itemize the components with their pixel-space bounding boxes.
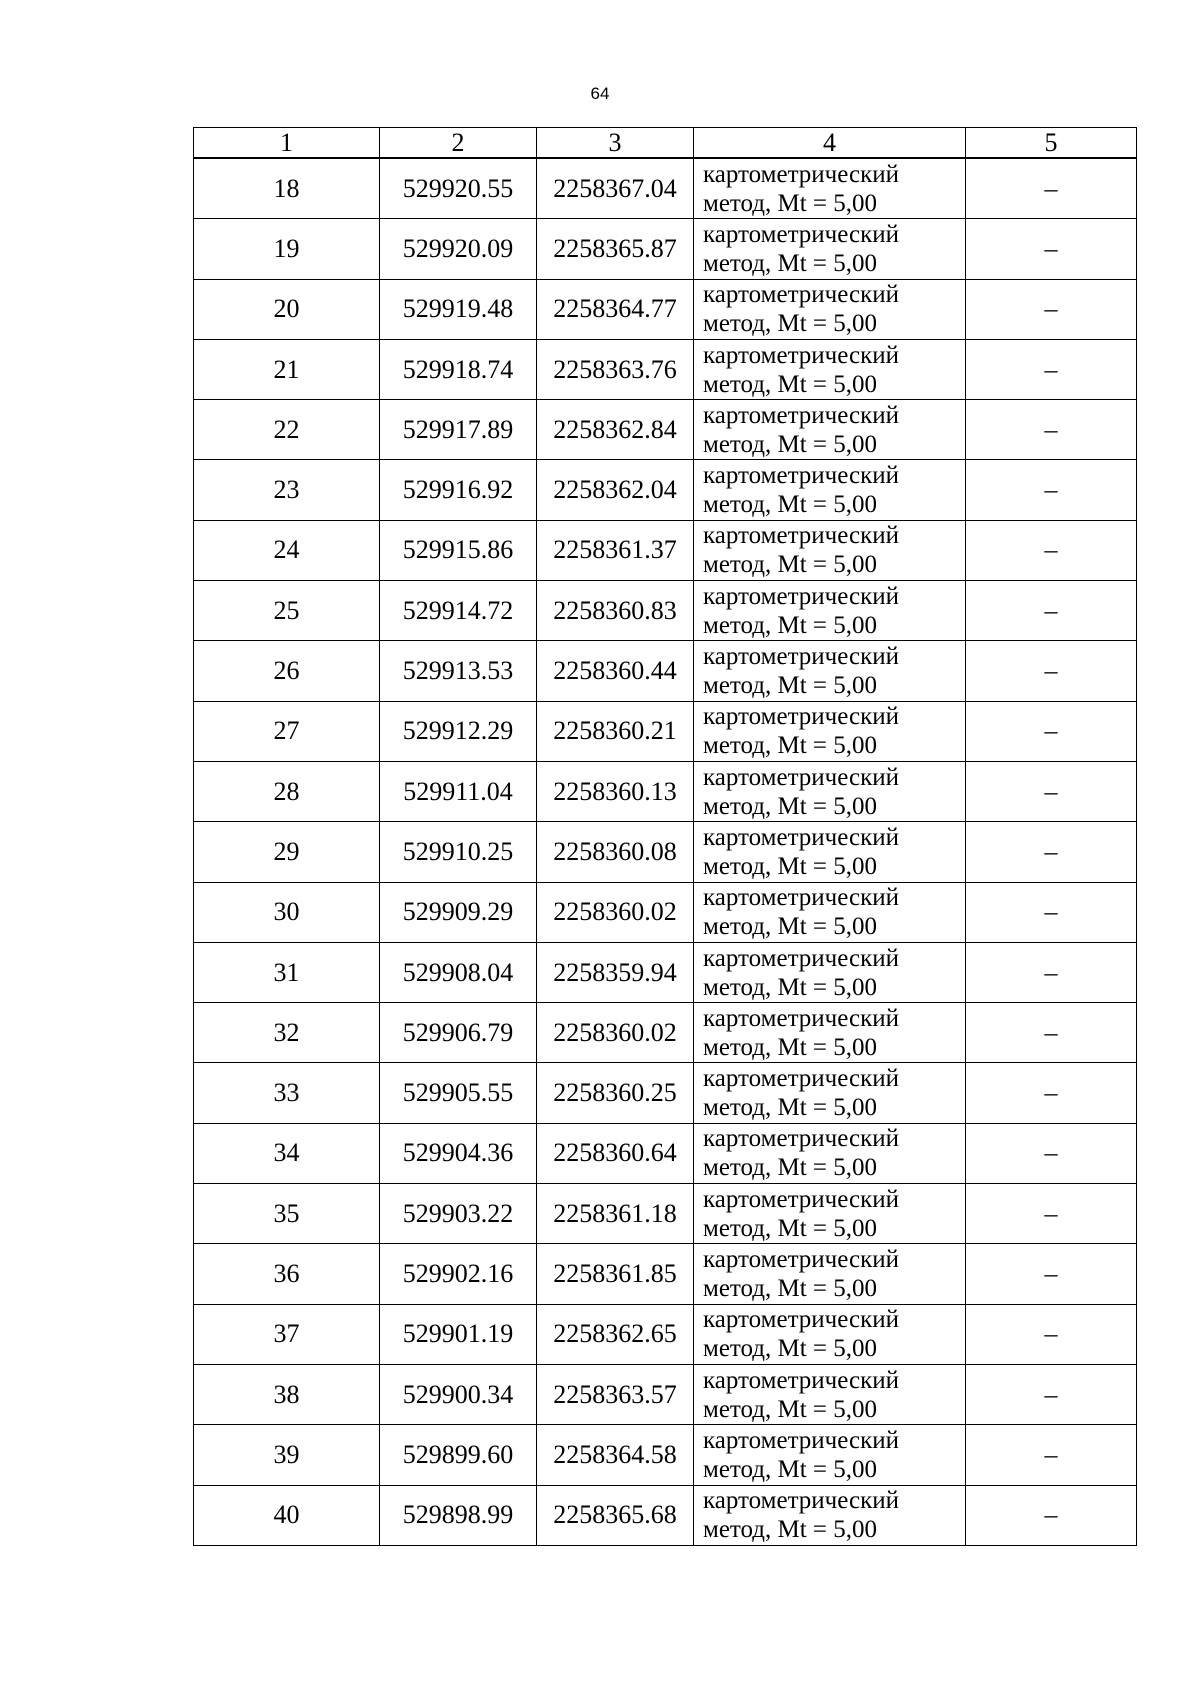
- y-coordinate-cell: 2258364.58: [537, 1425, 694, 1485]
- x-coordinate-cell: 529914.72: [380, 581, 537, 641]
- method-cell: [694, 581, 966, 641]
- table-row: [194, 942, 1137, 1002]
- method-accuracy: метод, Mt = 5,00: [703, 1094, 878, 1122]
- note-cell: –: [966, 822, 1137, 882]
- method-accuracy: метод, Mt = 5,00: [703, 1395, 878, 1423]
- method-accuracy: метод, Mt = 5,00: [703, 1214, 878, 1242]
- method-accuracy: метод, Mt = 5,00: [703, 611, 878, 639]
- y-coordinate-cell: 2258367.04: [537, 158, 694, 219]
- table-row: [194, 219, 1137, 279]
- point-number-cell: 20: [194, 279, 380, 339]
- method-name: картометрический: [703, 1004, 899, 1032]
- method-accuracy: метод, Mt = 5,00: [703, 1455, 878, 1483]
- method-accuracy: метод, Mt = 5,00: [703, 852, 878, 880]
- method-cell: [694, 761, 966, 821]
- method-accuracy: метод, Mt = 5,00: [703, 672, 878, 700]
- x-coordinate-cell: 529899.60: [380, 1425, 537, 1485]
- note-cell: –: [966, 761, 1137, 821]
- point-number-cell: 36: [194, 1244, 380, 1304]
- y-coordinate-cell: 2258360.83: [537, 581, 694, 641]
- note-cell: –: [966, 1304, 1137, 1364]
- method-cell: [694, 520, 966, 580]
- table-row: [194, 1485, 1137, 1545]
- table-row: [194, 581, 1137, 641]
- note-cell: –: [966, 1003, 1137, 1063]
- note-cell: –: [966, 942, 1137, 1002]
- y-coordinate-cell: 2258361.18: [537, 1184, 694, 1244]
- method-cell: [694, 1364, 966, 1424]
- x-coordinate-cell: 529898.99: [380, 1485, 537, 1545]
- y-coordinate-cell: 2258364.77: [537, 279, 694, 339]
- point-number-cell: 34: [194, 1123, 380, 1183]
- method-accuracy: метод, Mt = 5,00: [703, 1033, 878, 1061]
- table-row: [194, 400, 1137, 460]
- method-name: картометрический: [703, 1185, 899, 1213]
- page-number: 64: [590, 84, 610, 103]
- method-accuracy: метод, Mt = 5,00: [703, 792, 878, 820]
- x-coordinate-cell: 529918.74: [380, 339, 537, 399]
- method-accuracy: метод, Mt = 5,00: [703, 370, 878, 398]
- method-accuracy: метод, Mt = 5,00: [703, 430, 878, 458]
- table-body: [194, 158, 1137, 1545]
- method-name: картометрический: [703, 763, 899, 791]
- point-number-cell: 24: [194, 520, 380, 580]
- table-row: [194, 158, 1137, 219]
- x-coordinate-cell: 529919.48: [380, 279, 537, 339]
- method-cell: [694, 1063, 966, 1123]
- method-name: картометрический: [703, 643, 899, 671]
- point-number-cell: 39: [194, 1425, 380, 1485]
- table-row: [194, 1123, 1137, 1183]
- method-accuracy: метод, Mt = 5,00: [703, 551, 878, 579]
- table-row: [194, 1063, 1137, 1123]
- method-cell: [694, 158, 966, 219]
- table-row: [194, 882, 1137, 942]
- x-coordinate-cell: 529911.04: [380, 761, 537, 821]
- method-name: картометрический: [703, 1125, 899, 1153]
- point-number-cell: 32: [194, 1003, 380, 1063]
- method-accuracy: метод, Mt = 5,00: [703, 249, 878, 277]
- y-coordinate-cell: 2258360.02: [537, 1003, 694, 1063]
- x-coordinate-cell: 529901.19: [380, 1304, 537, 1364]
- method-accuracy: метод, Mt = 5,00: [703, 732, 878, 760]
- x-coordinate-cell: 529908.04: [380, 942, 537, 1002]
- column-header: 1: [194, 128, 380, 159]
- point-number-cell: 25: [194, 581, 380, 641]
- note-cell: –: [966, 1485, 1137, 1545]
- method-cell: [694, 822, 966, 882]
- y-coordinate-cell: 2258360.21: [537, 701, 694, 761]
- method-name: картометрический: [703, 1426, 899, 1454]
- method-accuracy: метод, Mt = 5,00: [703, 1274, 878, 1302]
- point-number-cell: 37: [194, 1304, 380, 1364]
- x-coordinate-cell: 529917.89: [380, 400, 537, 460]
- point-number-cell: 29: [194, 822, 380, 882]
- x-coordinate-cell: 529916.92: [380, 460, 537, 520]
- table-row: [194, 460, 1137, 520]
- method-cell: [694, 882, 966, 942]
- y-coordinate-cell: 2258360.13: [537, 761, 694, 821]
- note-cell: –: [966, 279, 1137, 339]
- note-cell: –: [966, 460, 1137, 520]
- x-coordinate-cell: 529912.29: [380, 701, 537, 761]
- y-coordinate-cell: 2258365.87: [537, 219, 694, 279]
- x-coordinate-cell: 529903.22: [380, 1184, 537, 1244]
- note-cell: –: [966, 1063, 1137, 1123]
- method-cell: [694, 1003, 966, 1063]
- point-number-cell: 22: [194, 400, 380, 460]
- method-name: картометрический: [703, 462, 899, 490]
- method-name: картометрический: [703, 1366, 899, 1394]
- method-cell: [694, 1485, 966, 1545]
- y-coordinate-cell: 2258362.04: [537, 460, 694, 520]
- method-cell: [694, 339, 966, 399]
- method-name: картометрический: [703, 1306, 899, 1334]
- note-cell: –: [966, 400, 1137, 460]
- table-row: [194, 1304, 1137, 1364]
- method-accuracy: метод, Mt = 5,00: [703, 973, 878, 1001]
- column-header: 3: [537, 128, 694, 159]
- method-cell: [694, 1425, 966, 1485]
- table-row: [194, 701, 1137, 761]
- note-cell: –: [966, 581, 1137, 641]
- x-coordinate-cell: 529920.55: [380, 158, 537, 219]
- point-number-cell: 40: [194, 1485, 380, 1545]
- table-row: [194, 1003, 1137, 1063]
- method-cell: [694, 460, 966, 520]
- column-header: 5: [966, 128, 1137, 159]
- y-coordinate-cell: 2258365.68: [537, 1485, 694, 1545]
- method-cell: [694, 942, 966, 1002]
- method-cell: [694, 701, 966, 761]
- note-cell: –: [966, 158, 1137, 219]
- y-coordinate-cell: 2258359.94: [537, 942, 694, 1002]
- method-name: картометрический: [703, 1487, 899, 1515]
- column-header: 4: [694, 128, 966, 159]
- y-coordinate-cell: 2258360.25: [537, 1063, 694, 1123]
- y-coordinate-cell: 2258360.44: [537, 641, 694, 701]
- method-name: картометрический: [703, 1245, 899, 1273]
- y-coordinate-cell: 2258363.76: [537, 339, 694, 399]
- method-name: картометрический: [703, 160, 899, 188]
- table-row: [194, 339, 1137, 399]
- table-row: [194, 1184, 1137, 1244]
- note-cell: –: [966, 1425, 1137, 1485]
- method-accuracy: метод, Mt = 5,00: [703, 1516, 878, 1544]
- point-number-cell: 26: [194, 641, 380, 701]
- method-cell: [694, 1123, 966, 1183]
- y-coordinate-cell: 2258360.02: [537, 882, 694, 942]
- method-accuracy: метод, Mt = 5,00: [703, 1154, 878, 1182]
- note-cell: –: [966, 701, 1137, 761]
- point-number-cell: 38: [194, 1364, 380, 1424]
- table-header: [194, 128, 1137, 159]
- table-row: [194, 641, 1137, 701]
- method-name: картометрический: [703, 884, 899, 912]
- method-name: картометрический: [703, 522, 899, 550]
- method-name: картометрический: [703, 220, 899, 248]
- x-coordinate-cell: 529905.55: [380, 1063, 537, 1123]
- note-cell: –: [966, 1244, 1137, 1304]
- note-cell: –: [966, 1364, 1137, 1424]
- point-number-cell: 23: [194, 460, 380, 520]
- x-coordinate-cell: 529920.09: [380, 219, 537, 279]
- method-name: картометрический: [703, 944, 899, 972]
- method-name: картометрический: [703, 1065, 899, 1093]
- method-accuracy: метод, Mt = 5,00: [703, 491, 878, 519]
- y-coordinate-cell: 2258361.37: [537, 520, 694, 580]
- point-number-cell: 19: [194, 219, 380, 279]
- column-header: 2: [380, 128, 537, 159]
- table-row: [194, 1244, 1137, 1304]
- table-row: [194, 1425, 1137, 1485]
- method-cell: [694, 641, 966, 701]
- method-cell: [694, 1304, 966, 1364]
- note-cell: –: [966, 1184, 1137, 1244]
- note-cell: –: [966, 882, 1137, 942]
- y-coordinate-cell: 2258362.84: [537, 400, 694, 460]
- point-number-cell: 18: [194, 158, 380, 219]
- y-coordinate-cell: 2258360.64: [537, 1123, 694, 1183]
- note-cell: –: [966, 1123, 1137, 1183]
- point-number-cell: 33: [194, 1063, 380, 1123]
- x-coordinate-cell: 529910.25: [380, 822, 537, 882]
- point-number-cell: 21: [194, 339, 380, 399]
- y-coordinate-cell: 2258363.57: [537, 1364, 694, 1424]
- table-row: [194, 1364, 1137, 1424]
- method-accuracy: метод, Mt = 5,00: [703, 189, 878, 217]
- method-cell: [694, 1244, 966, 1304]
- x-coordinate-cell: 529900.34: [380, 1364, 537, 1424]
- method-name: картометрический: [703, 341, 899, 369]
- point-number-cell: 31: [194, 942, 380, 1002]
- table-row: [194, 822, 1137, 882]
- note-cell: –: [966, 520, 1137, 580]
- method-name: картометрический: [703, 582, 899, 610]
- method-accuracy: метод, Mt = 5,00: [703, 1335, 878, 1363]
- method-cell: [694, 400, 966, 460]
- method-name: картометрический: [703, 281, 899, 309]
- method-name: картометрический: [703, 703, 899, 731]
- note-cell: –: [966, 339, 1137, 399]
- x-coordinate-cell: 529913.53: [380, 641, 537, 701]
- point-number-cell: 35: [194, 1184, 380, 1244]
- x-coordinate-cell: 529902.16: [380, 1244, 537, 1304]
- method-cell: [694, 279, 966, 339]
- table-row: [194, 279, 1137, 339]
- method-cell: [694, 219, 966, 279]
- method-cell: [694, 1184, 966, 1244]
- x-coordinate-cell: 529906.79: [380, 1003, 537, 1063]
- note-cell: –: [966, 219, 1137, 279]
- point-number-cell: 27: [194, 701, 380, 761]
- point-number-cell: 30: [194, 882, 380, 942]
- y-coordinate-cell: 2258361.85: [537, 1244, 694, 1304]
- header-row: [194, 128, 1137, 159]
- y-coordinate-cell: 2258362.65: [537, 1304, 694, 1364]
- method-accuracy: метод, Mt = 5,00: [703, 310, 878, 338]
- table-row: [194, 761, 1137, 821]
- x-coordinate-cell: 529909.29: [380, 882, 537, 942]
- note-cell: –: [966, 641, 1137, 701]
- x-coordinate-cell: 529915.86: [380, 520, 537, 580]
- x-coordinate-cell: 529904.36: [380, 1123, 537, 1183]
- method-accuracy: метод, Mt = 5,00: [703, 913, 878, 941]
- method-name: картометрический: [703, 401, 899, 429]
- y-coordinate-cell: 2258360.08: [537, 822, 694, 882]
- method-name: картометрический: [703, 823, 899, 851]
- coordinates-table: [193, 127, 1137, 1546]
- point-number-cell: 28: [194, 761, 380, 821]
- table-row: [194, 520, 1137, 580]
